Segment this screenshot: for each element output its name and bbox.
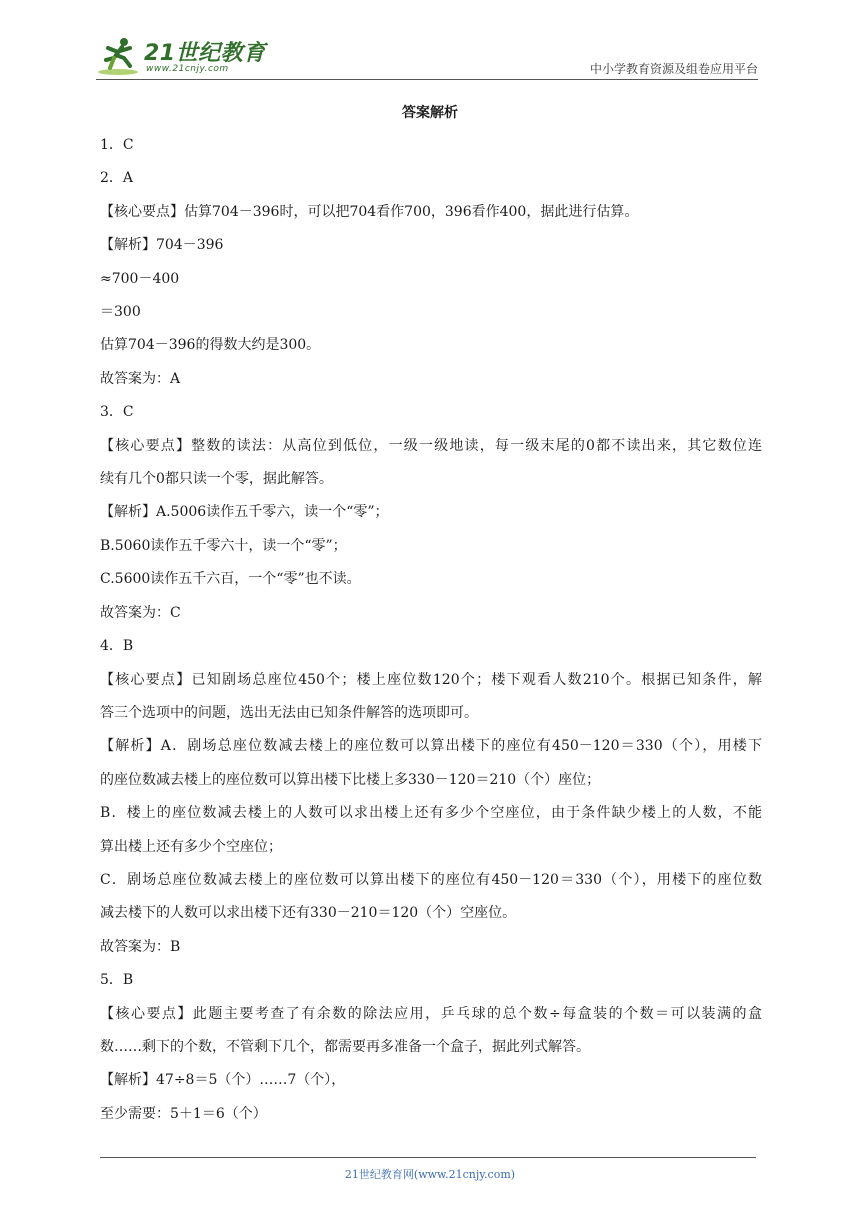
text-line: 【解析】47÷8＝5（个）……7（个）， (100, 1072, 346, 1089)
text-line: ≈700－400 (100, 270, 180, 287)
platform-name: 中小学教育资源及组卷应用平台 (589, 62, 758, 76)
text-line: 【解析】A．剧场总座位数减去楼上的座位数可以算出楼下的座位有450－120＝330（个），用楼下 (100, 738, 762, 755)
text-line: C.5600读作五千六百，一个“零”也不读。 (100, 571, 361, 588)
header-divider (96, 79, 758, 80)
text-line: 1．C (100, 137, 134, 153)
text-line: ＝300 (100, 304, 141, 321)
footer-link[interactable]: 21世纪教育网(www.21cnjy.com) (344, 1168, 516, 1181)
footer-divider (100, 1157, 756, 1158)
text-line: 3．C (100, 404, 134, 421)
page-header (96, 30, 758, 82)
text-line: B.5060读作五千零六十，读一个“零”； (100, 537, 347, 554)
text-line: 续有几个0都只读一个零，据此解答。 (100, 471, 333, 488)
text-line: 估算704－396的得数大约是300。 (100, 337, 321, 354)
text-line: 算出楼上还有多少个空座位； (100, 838, 282, 855)
text-line: 【核心要点】整数的读法：从高位到低位，一级一级地读，每一级末尾的0都不读出来，其它数位连 (100, 437, 762, 454)
text-line: 故答案为：C (100, 604, 181, 621)
text-line: 【解析】A.5006读作五千零六，读一个“零”； (100, 504, 389, 521)
logo-url: www.21cnjy.com (146, 64, 229, 74)
text-line: 【解析】704－396 (100, 237, 224, 254)
answer-content (100, 129, 762, 1131)
text-line: 答三个选项中的问题，选出无法由已知条件解答的选项即可。 (100, 704, 478, 721)
text-line: 减去楼下的人数可以求出楼下还有330－210＝120（个）空座位。 (100, 905, 517, 922)
text-line: 故答案为：B (100, 938, 181, 955)
logo (96, 36, 266, 80)
text-line: 的座位数减去楼上的座位数可以算出楼下比楼上多330－120＝210（个）座位； (100, 771, 601, 788)
runner-logo-icon (96, 36, 142, 76)
text-line: 2．A (100, 170, 134, 187)
text-line: 【核心要点】已知剧场总座位450个；楼上座位数120个；楼下观看人数210个。根据已知条件，解 (100, 671, 762, 688)
logo-text: 21世纪教育 (144, 41, 266, 66)
text-line: 故答案为：A (100, 370, 181, 387)
text-line: 【核心要点】估算704－396时，可以把704看作700，396看作400，据此进行估算。 (100, 203, 639, 220)
text-line: 至少需要：5＋1＝6（个） (100, 1105, 267, 1122)
page-title: 答案解析 (402, 105, 458, 121)
text-line: B．楼上的座位数减去楼上的人数可以求出楼上还有多少个空座位，由于条件缺少楼上的人数，不能 (100, 805, 762, 822)
text-line: 【核心要点】此题主要考查了有余数的除法应用，乒乓球的总个数÷每盒装的个数＝可以装满的盒 (100, 1005, 762, 1022)
text-line: 4．B (100, 638, 134, 655)
text-line: 数……剩下的个数，不管剩下几个，都需要再多准备一个盒子，据此列式解答。 (100, 1038, 590, 1055)
text-line: C．剧场总座位数减去楼上的座位数可以算出楼下的座位有450－120＝330（个），用楼下的座位数 (100, 871, 762, 888)
text-line: 5．B (100, 972, 134, 989)
